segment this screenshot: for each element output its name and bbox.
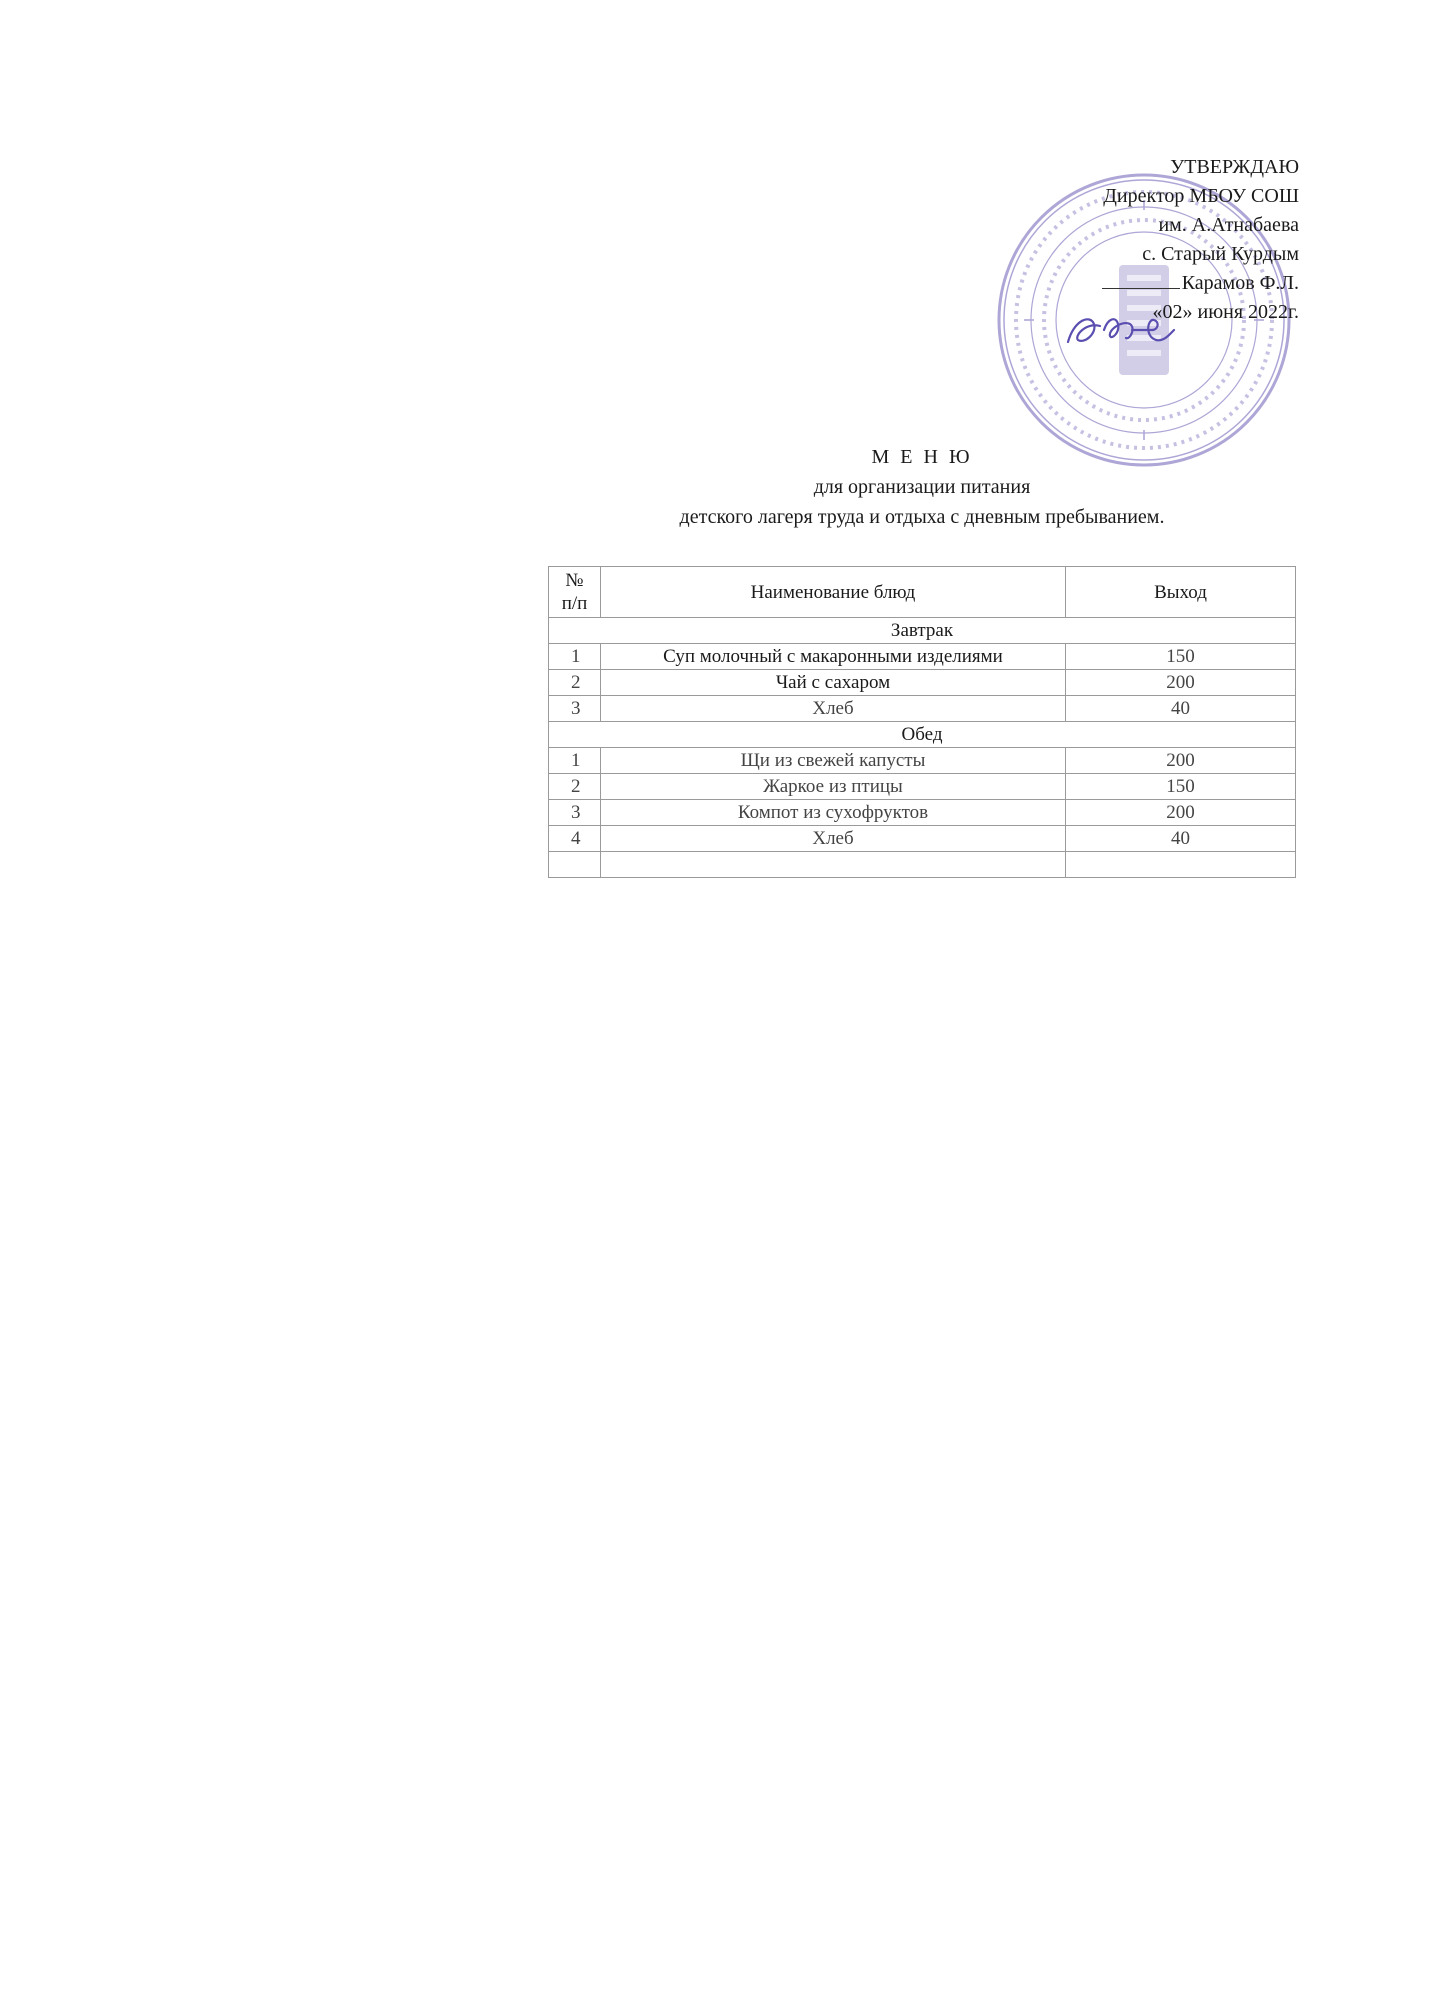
row-number: 4 [549, 826, 601, 852]
section-label: Обед [549, 722, 1296, 748]
table-row [549, 826, 1296, 852]
dish-name: Чай с сахаром [601, 670, 1066, 696]
header-number-abbr: п/п [561, 593, 588, 614]
header-dish-name: Наименование блюд [601, 567, 1066, 618]
row-number: 1 [549, 748, 601, 774]
row-number: 2 [549, 670, 601, 696]
table-row [549, 644, 1296, 670]
table-header-row [549, 567, 1296, 618]
dish-output: 200 [1066, 748, 1296, 774]
document-subtitle-1: для организации питания [813, 476, 1031, 498]
section-label: Завтрак [549, 618, 1296, 644]
row-number: 2 [549, 774, 601, 800]
signatory-name: Карамов Ф.Л. [1181, 272, 1299, 294]
handwritten-signature-icon [1060, 300, 1180, 360]
row-number: 3 [549, 696, 601, 722]
signature-line [1102, 288, 1180, 289]
dish-name: Жаркое из птицы [601, 774, 1066, 800]
approval-position: Директор МБОУ СОШ [1103, 185, 1299, 207]
table-row [549, 670, 1296, 696]
dish-output: 150 [1066, 774, 1296, 800]
dish-output: 40 [1066, 696, 1296, 722]
dish-name: Щи из свежей капусты [601, 748, 1066, 774]
document-title: М Е Н Ю [871, 446, 973, 468]
header-number-symbol: № [565, 570, 584, 591]
row-number: 1 [549, 644, 601, 670]
table-row-empty [549, 852, 1296, 878]
document-subtitle-2: детского лагеря труда и отдыха с дневным пребыванием. [679, 506, 1165, 528]
header-output: Выход [1066, 567, 1296, 618]
empty-cell [549, 852, 601, 878]
dish-output: 150 [1066, 644, 1296, 670]
table-row [549, 748, 1296, 774]
empty-cell [601, 852, 1066, 878]
dish-name: Хлеб [601, 696, 1066, 722]
table-row [549, 774, 1296, 800]
dish-output: 200 [1066, 800, 1296, 826]
table-row [549, 696, 1296, 722]
section-row-breakfast [549, 618, 1296, 644]
approval-school-name: им. А.Атнабаева [1158, 214, 1299, 236]
section-row-lunch [549, 722, 1296, 748]
dish-output: 40 [1066, 826, 1296, 852]
empty-cell [1066, 852, 1296, 878]
dish-output: 200 [1066, 670, 1296, 696]
dish-name: Суп молочный с макаронными изделиями [601, 644, 1066, 670]
menu-table [548, 566, 1296, 878]
approval-village: с. Старый Курдым [1142, 243, 1299, 265]
approval-heading: УТВЕРЖДАЮ [1170, 156, 1299, 178]
approval-signatory [1102, 269, 1299, 298]
header-number [549, 567, 601, 618]
dish-name: Хлеб [601, 826, 1066, 852]
table-row [549, 800, 1296, 826]
row-number: 3 [549, 800, 601, 826]
approval-date: «02» июня 2022г. [1152, 301, 1299, 323]
dish-name: Компот из сухофруктов [601, 800, 1066, 826]
